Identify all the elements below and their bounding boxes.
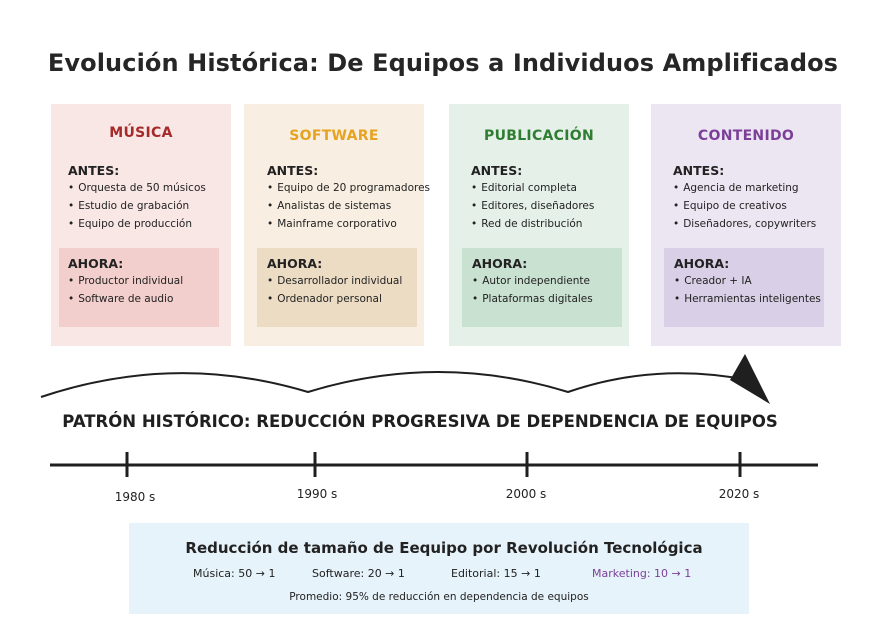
before-label: ANTES: — [267, 163, 319, 178]
now-box-content — [664, 248, 824, 327]
page-title: Evolución Histórica: De Equipos a Individuos Amplificados — [47, 49, 839, 77]
before-item: • Red de distribución — [471, 218, 582, 230]
arrow-curve — [41, 372, 748, 397]
summary-average: Promedio: 95% de reducción en dependencia de equipos — [289, 591, 589, 603]
now-item: • Desarrollador individual — [267, 275, 402, 287]
timeline-label-2000: 2000 s — [505, 487, 547, 501]
now-label: AHORA: — [472, 256, 528, 271]
now-item: • Productor individual — [68, 275, 183, 287]
before-item: • Analistas de sistemas — [267, 200, 391, 212]
now-box-publishing — [462, 248, 622, 327]
card-title-music: MÚSICA — [109, 125, 173, 141]
now-item: • Herramientas inteligentes — [674, 293, 821, 305]
before-item: • Editorial completa — [471, 182, 577, 194]
before-label: ANTES: — [471, 163, 523, 178]
timeline-label-1990: 1990 s — [296, 487, 338, 501]
timeline-label-1980: 1980 s — [114, 490, 156, 504]
before-item: • Estudio de grabación — [68, 200, 189, 212]
before-label: ANTES: — [68, 163, 120, 178]
card-content — [651, 104, 841, 346]
summary-title: Reducción de tamaño de Eequipo por Revolución Tecnológica — [185, 539, 703, 557]
card-title-software: SOFTWARE — [289, 128, 379, 144]
stat-music: Música: 50 → 1 — [193, 567, 276, 580]
arrow-head — [730, 354, 770, 404]
before-item: • Equipo de producción — [68, 218, 192, 230]
before-item: • Editores, diseñadores — [471, 200, 594, 212]
now-label: AHORA: — [674, 256, 730, 271]
now-box-software — [257, 248, 417, 327]
stat-editorial: Editorial: 15 → 1 — [451, 567, 541, 580]
before-item: • Diseñadores, copywriters — [673, 218, 816, 230]
before-item: • Mainframe corporativo — [267, 218, 397, 230]
before-item: • Agencia de marketing — [673, 182, 799, 194]
now-item: • Ordenador personal — [267, 293, 382, 305]
before-item: • Orquesta de 50 músicos — [68, 182, 206, 194]
card-title-publishing: PUBLICACIÓN — [484, 128, 594, 144]
now-item: • Autor independiente — [472, 275, 590, 287]
pattern-title: PATRÓN HISTÓRICO: REDUCCIÓN PROGRESIVA DE DEPENDENCIA DE EQUIPOS — [62, 412, 778, 431]
now-box-music — [59, 248, 219, 327]
timeline-label-2020: 2020 s — [718, 487, 760, 501]
now-item: • Software de audio — [68, 293, 173, 305]
card-music — [51, 104, 231, 346]
now-item: • Creador + IA — [674, 275, 752, 287]
card-title-content: CONTENIDO — [697, 128, 795, 144]
before-item: • Equipo de creativos — [673, 200, 787, 212]
now-label: AHORA: — [68, 256, 124, 271]
summary-box — [129, 523, 749, 614]
stat-software: Software: 20 → 1 — [312, 567, 405, 580]
stat-marketing: Marketing: 10 → 1 — [592, 567, 692, 580]
now-item: • Plataformas digitales — [472, 293, 593, 305]
before-item: • Equipo de 20 programadores — [267, 182, 430, 194]
before-label: ANTES: — [673, 163, 725, 178]
card-publishing — [449, 104, 629, 346]
now-label: AHORA: — [267, 256, 323, 271]
card-software — [244, 104, 431, 346]
